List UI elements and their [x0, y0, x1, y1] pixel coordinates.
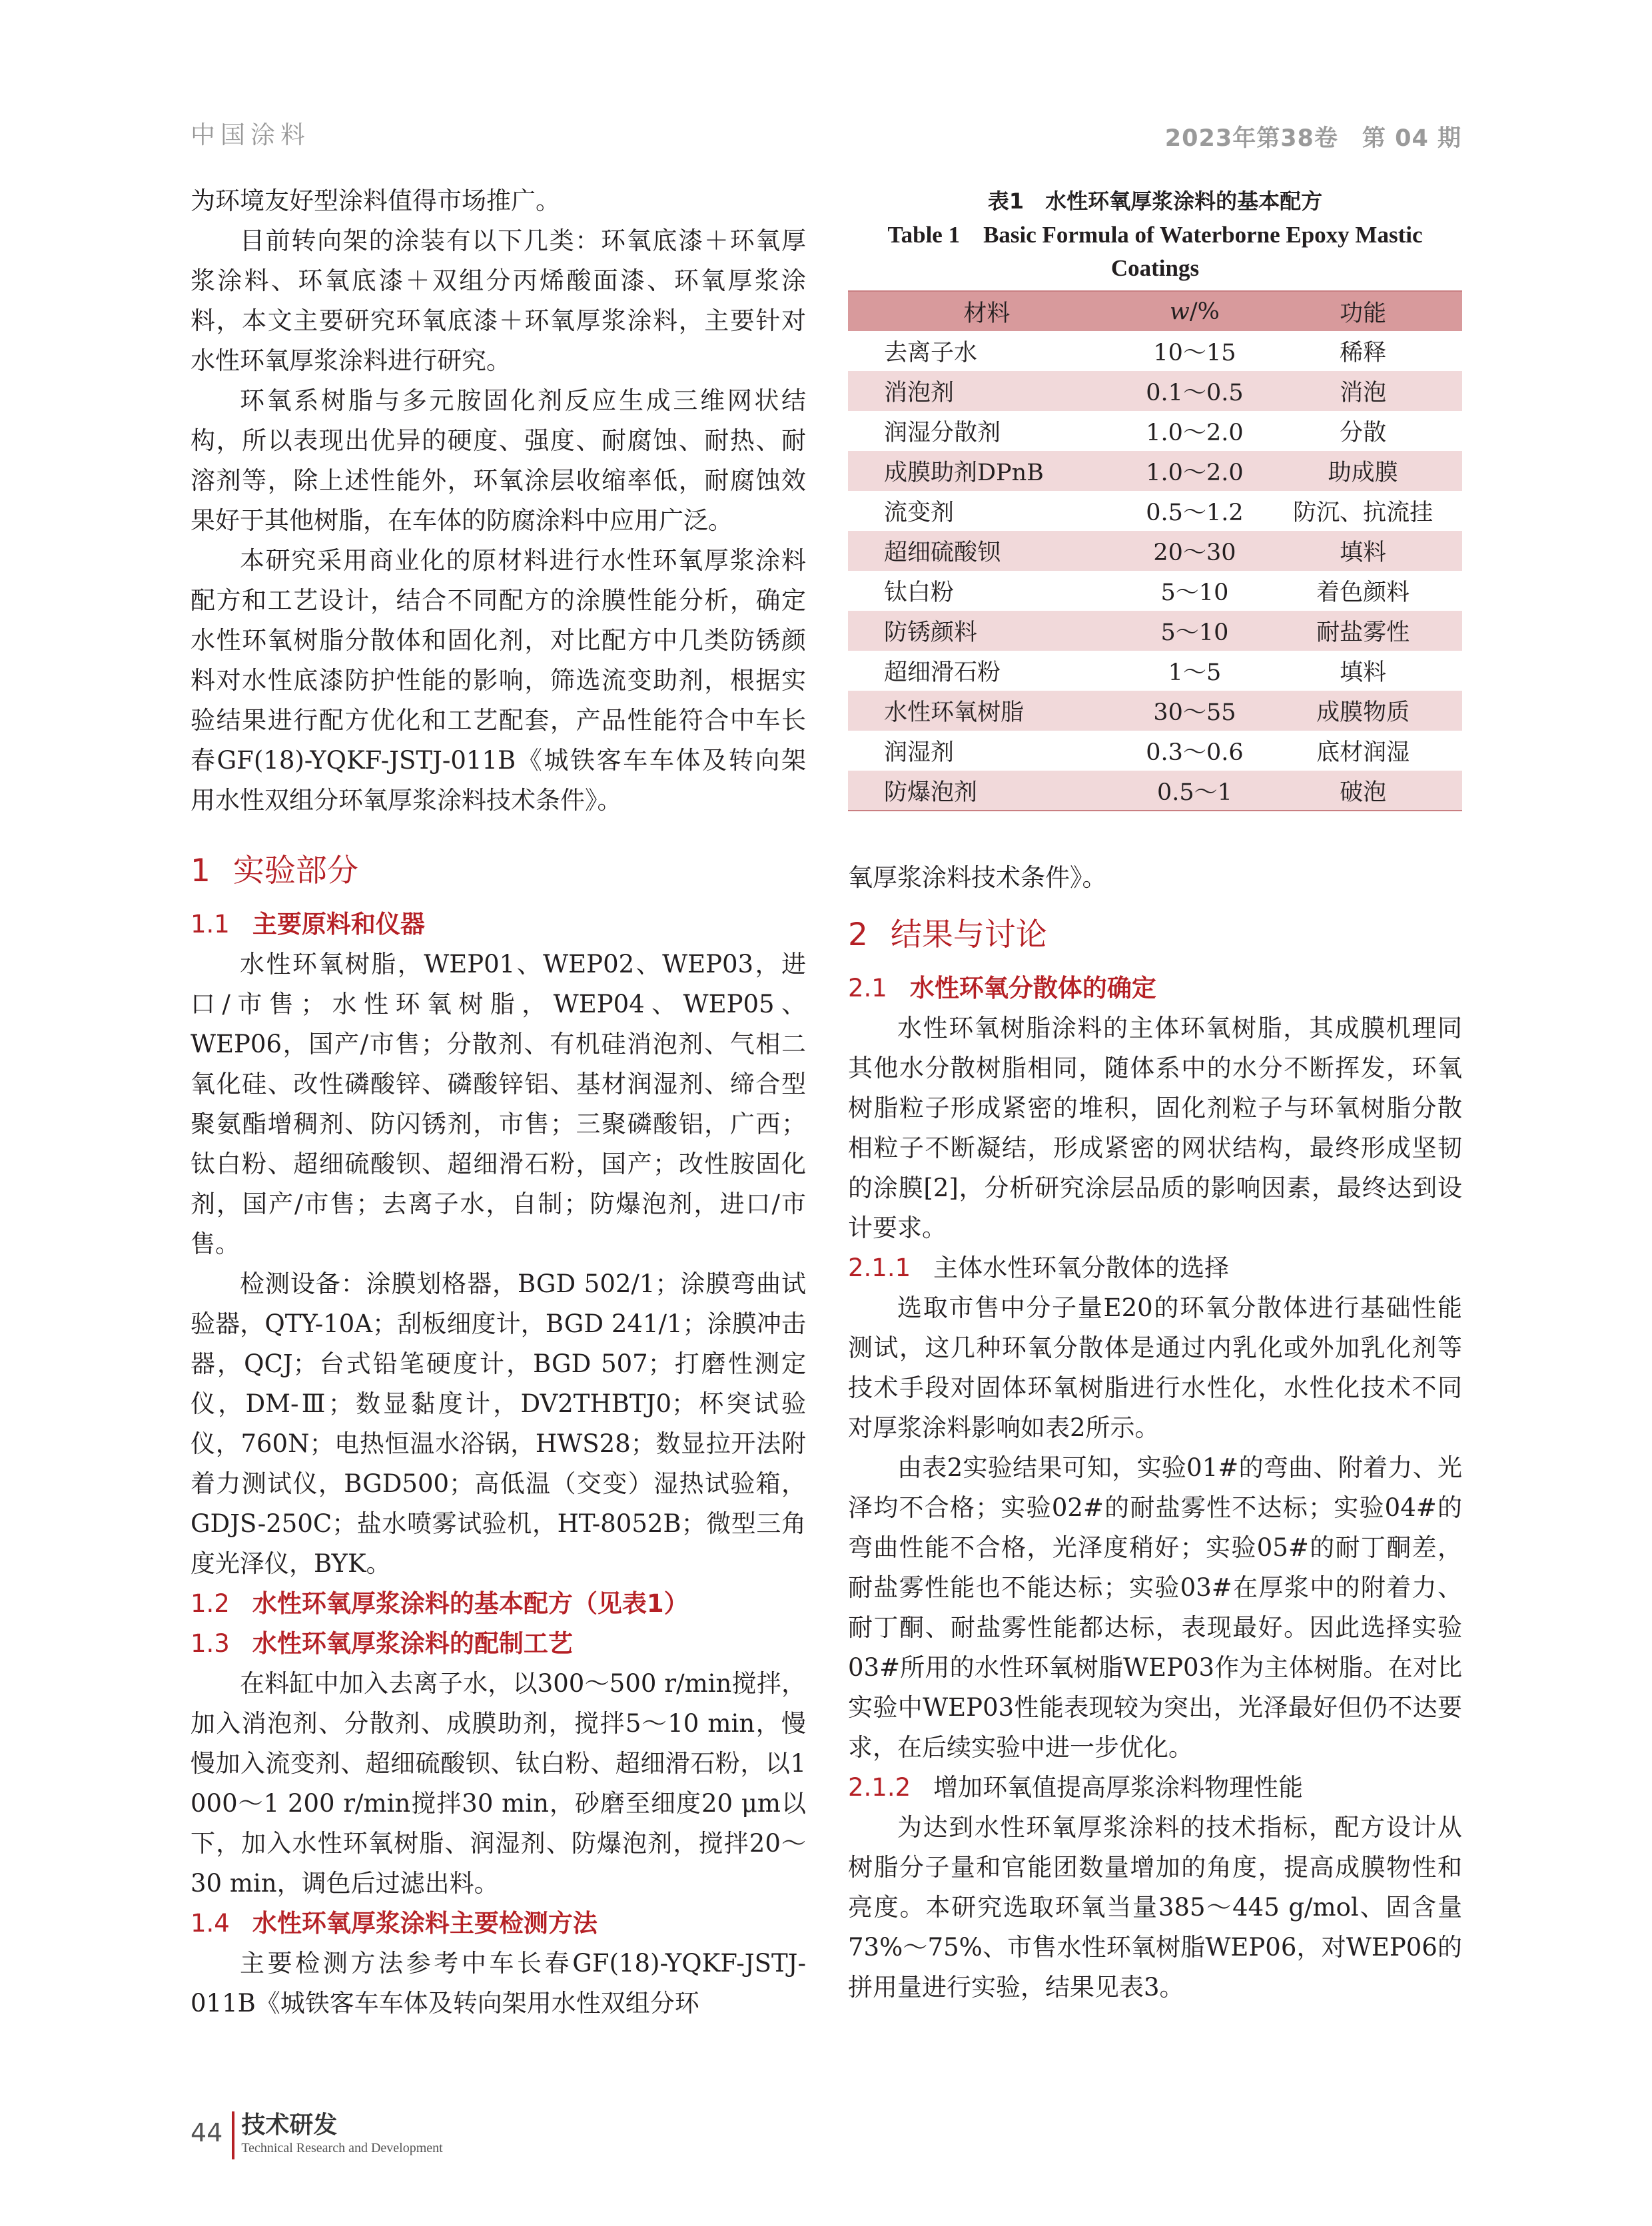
subsection-title: 水性环氧厚浆涂料的基本配方（见表1）	[252, 1589, 689, 1618]
table-cell: 填料	[1264, 531, 1462, 571]
footer-section-en: Technical Research and Development	[241, 2141, 443, 2155]
table-cell: 底材润湿	[1316, 739, 1410, 766]
subsection-number: 1.2	[191, 1589, 230, 1618]
subsubsection-number: 2.1.2	[848, 1773, 911, 1802]
left-column	[191, 181, 806, 2024]
paragraph: 为环境友好型涂料值得市场推广。	[191, 186, 560, 215]
table-cell: 10～15	[1153, 340, 1236, 366]
paragraph: 水性环氧树脂涂料的主体环氧树脂，其成膜机理同其他水分散树脂相同，随体系中的水分不断挥发，环氧树脂粒子形成紧密的堆积，固化剂粒子与环氧树脂分散相粒子不断凝结，形成紧密的网状结构，最终形成坚韧的涂膜[2]，分析研究涂层品质的影响因素，最终达到设计要求。	[848, 1014, 1462, 1242]
table-row	[848, 771, 1462, 811]
table-header-cell: 功能	[1264, 291, 1462, 331]
subsection-number: 1.3	[191, 1629, 230, 1658]
paragraph: 主要检测方法参考中车长春GF(18)-YQKF-JSTJ-011B《城铁客车车体及转向架用水性双组分环	[191, 1949, 806, 2018]
table-cell: 流变剂	[884, 500, 955, 526]
paragraph: 检测设备：涂膜划格器，BGD 502/1；涂膜弯曲试验器，QTY-10A；刮板细度计，BGD 241/1；涂膜冲击器，QCJ；台式铅笔硬度计，BGD 507；打磨性测定仪，DM-Ⅲ；数显黏度计，DV2THBTJ0；杯突试验仪，760N；电热恒温水浴锅，HWS28；数显拉开法附着力测试仪，BGD500；高低温（交变）湿热试验箱，GDJS-250C；盐水喷雾试验机，HT-8052B；微型三角度光泽仪，BYK。	[191, 1270, 806, 1578]
table-cell: 0.5～1	[1126, 771, 1264, 811]
footer-divider	[232, 2111, 234, 2159]
table-cell: 耐盐雾性	[1264, 611, 1462, 651]
subsubsection-title: 增加环氧值提高厚浆涂料物理性能	[933, 1773, 1304, 1802]
section-heading	[848, 915, 1462, 955]
table-cell: 防锈颜料	[848, 611, 1126, 651]
subsection-heading	[191, 1584, 806, 1624]
table-header-cell: 材料	[848, 291, 1126, 331]
table-row	[848, 651, 1462, 691]
table-cell: 5～10	[1160, 579, 1229, 606]
table-row	[848, 411, 1462, 451]
subsection-title: 水性环氧厚浆涂料的配制工艺	[252, 1629, 573, 1658]
paragraph: 为达到水性环氧厚浆涂料的技术指标，配方设计从树脂分子量和官能团数量增加的角度，提高成膜物性和亮度。本研究选取环氧当量385～445 g/mol、固含量73%～75%、市售水性环氧树脂WEP06，对WEP06的拼用量进行实验，结果见表3。	[848, 1813, 1462, 2002]
table-cell: 去离子水	[884, 340, 978, 366]
table-cell: 着色颜料	[1316, 579, 1410, 606]
table-cell: 成膜助剂DPnB	[848, 451, 1126, 491]
paragraph: 目前转向架的涂装有以下几类：环氧底漆＋环氧厚浆涂料、环氧底漆＋双组分丙烯酸面漆、环氧厚浆涂料，本文主要研究环氧底漆＋环氧厚浆涂料，主要针对水性环氧厚浆涂料进行研究。	[191, 226, 806, 375]
subsubsection-title: 主体水性环氧分散体的选择	[933, 1254, 1230, 1282]
subsection-number: 1.1	[191, 910, 230, 938]
table-cell: 填料	[1340, 659, 1387, 686]
table-cell: 1～5	[1168, 659, 1222, 686]
table-row	[848, 611, 1462, 651]
table-cell: 30～55	[1126, 691, 1264, 731]
paragraph: 在料缸中加入去离子水，以300～500 r/min搅拌，加入消泡剂、分散剂、成膜助剂，搅拌5～10 min，慢慢加入流变剂、超细硫酸钡、钛白粉、超细滑石粉，以1 000～1 200 r/min搅拌30 min，砂磨至细度20 μm以下，加入水性环氧树脂、润湿剂、防爆泡剂，搅拌20～30 min，调色后过滤出料。	[191, 1669, 806, 1898]
table-cell: 超细滑石粉	[884, 659, 1001, 686]
journal-name: 中国涂料	[191, 121, 310, 149]
section-heading	[191, 851, 806, 891]
paragraph: 由表2实验结果可知，实验01#的弯曲、附着力、光泽均不合格；实验02#的耐盐雾性不达标；实验04#的弯曲性能不合格，光泽度稍好；实验05#的耐丁酮差，耐盐雾性能也不能达标；实验03#在厚浆中的附着力、耐丁酮、耐盐雾性能都达标，表现最好。因此选择实验03#所用的水性环氧树脂WEP03作为主体树脂。在对比实验中WEP03性能表现较为突出，光泽最好但仍不达要求，在后续实验中进一步优化。	[848, 1453, 1462, 1762]
subsubsection-heading	[848, 1248, 1462, 1288]
subsection-heading	[191, 1624, 806, 1664]
subsection-heading	[191, 905, 806, 944]
table-cell: 分散	[1340, 420, 1387, 446]
formula-table	[848, 290, 1462, 811]
table-row	[848, 451, 1462, 491]
table-header-cell: w/%	[1126, 291, 1264, 331]
table-cell: 稀释	[1340, 340, 1387, 366]
table-row	[848, 331, 1462, 371]
table-cell: 钛白粉	[884, 579, 955, 606]
section-number: 2	[848, 917, 868, 953]
footer-section-cn: 技术研发	[241, 2111, 338, 2139]
table-cell: 成膜物质	[1264, 691, 1462, 731]
page-footer	[191, 2111, 443, 2159]
table-cell: 防沉、抗流挂	[1293, 500, 1434, 526]
table-cell: 1.0～2.0	[1146, 420, 1244, 446]
table-row	[848, 691, 1462, 731]
table-cell: 防爆泡剂	[848, 771, 1126, 811]
subsection-number: 1.4	[191, 1909, 230, 1938]
issue-info: 2023年第38卷 第 04 期	[1164, 125, 1461, 152]
table-row	[848, 571, 1462, 611]
subsection-number: 2.1	[848, 974, 887, 1002]
table-cell: 0.1～0.5	[1126, 371, 1264, 411]
subsection-title: 水性环氧分散体的确定	[909, 974, 1156, 1002]
subsection-title: 主要原料和仪器	[252, 910, 425, 938]
table-caption-cn: 表1 水性环氧厚浆涂料的基本配方	[987, 188, 1323, 214]
table-row	[848, 531, 1462, 571]
table-cell: 助成膜	[1264, 451, 1462, 491]
table-cell: 超细硫酸钡	[848, 531, 1126, 571]
table-cell: 5～10	[1126, 611, 1264, 651]
table-cell: 破泡	[1264, 771, 1462, 811]
subsection-heading	[191, 1904, 806, 1944]
paragraph: 水性环氧树脂，WEP01、WEP02、WEP03，进口/市售；水性环氧树脂，WEP04、WEP05、WEP06，国产/市售；分散剂、有机硅消泡剂、气相二氧化硅、改性磷酸锌、磷酸锌铝、基材润湿剂、缔合型聚氨酯增稠剂、防闪锈剂，市售；三聚磷酸铝，广西；钛白粉、超细硫酸钡、超细滑石粉，国产；改性胺固化剂，国产/市售；去离子水，自制；防爆泡剂，进口/市售。	[191, 950, 806, 1258]
section-number: 1	[191, 853, 210, 889]
table-cell: 20～30	[1126, 531, 1264, 571]
table-cell: 消泡	[1264, 371, 1462, 411]
page-number: 44	[191, 2118, 223, 2147]
paragraph: 氧厚浆涂料技术条件》。	[848, 863, 1107, 892]
table-cell: 0.3～0.6	[1146, 739, 1244, 766]
table-row	[848, 731, 1462, 771]
right-column	[848, 181, 1462, 2008]
subsection-title: 水性环氧厚浆涂料主要检测方法	[252, 1909, 598, 1938]
table-row	[848, 491, 1462, 531]
table-cell: 0.5～1.2	[1146, 500, 1244, 526]
table-row	[848, 371, 1462, 411]
table-cell: 润湿分散剂	[884, 420, 1001, 446]
subsubsection-number: 2.1.1	[848, 1254, 911, 1282]
table-caption-en: Table 1 Basic Formula of Waterborne Epoxy Mastic Coatings	[887, 222, 1423, 281]
table-cell: 水性环氧树脂	[848, 691, 1126, 731]
paragraph: 环氧系树脂与多元胺固化剂反应生成三维网状结构，所以表现出优异的硬度、强度、耐腐蚀、耐热、耐溶剂等，除上述性能外，环氧涂层收缩率低，耐腐蚀效果好于其他树脂，在车体的防腐涂料中应用广泛。	[191, 386, 806, 535]
table-cell: 1.0～2.0	[1126, 451, 1264, 491]
paragraph: 本研究采用商业化的原材料进行水性环氧厚浆涂料配方和工艺设计，结合不同配方的涂膜性能分析，确定水性环氧树脂分散体和固化剂，对比配方中几类防锈颜料对水性底漆防护性能的影响，筛选流变助剂，根据实验结果进行配方优化和工艺配套，产品性能符合中车长春GF(18)-YQKF-JSTJ-011B《城铁客车车体及转向架用水性双组分环氧厚浆涂料技术条件》。	[191, 546, 806, 815]
section-title: 结果与讨论	[890, 917, 1047, 953]
table-cell: 消泡剂	[848, 371, 1126, 411]
table-cell: 润湿剂	[884, 739, 955, 766]
table-header-row	[848, 291, 1462, 331]
subsection-heading	[848, 968, 1462, 1008]
paragraph: 选取市售中分子量E20的环氧分散体进行基础性能测试，这几种环氧分散体是通过内乳化或外加乳化剂等技术手段对固体环氧树脂进行水性化，水性化技术不同对厚浆涂料影响如表2所示。	[848, 1294, 1462, 1442]
section-title: 实验部分	[232, 853, 358, 889]
subsubsection-heading	[848, 1768, 1462, 1808]
